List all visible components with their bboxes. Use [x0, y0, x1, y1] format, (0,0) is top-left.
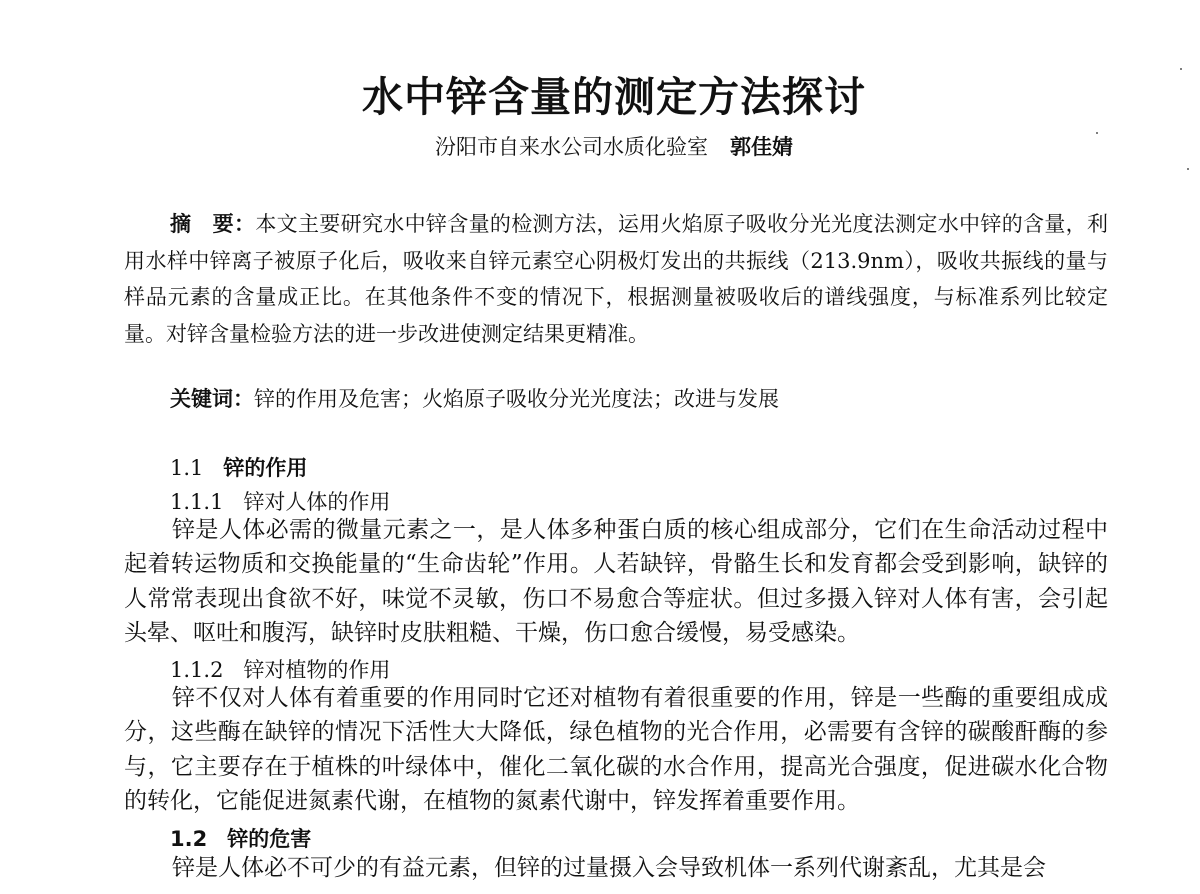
section-number: 1.1.1 — [170, 490, 224, 514]
paragraph-zinc-human: 锌是人体必需的微量元素之一，是人体多种蛋白质的核心组成部分，它们在生命活动过程中起着转运物质和交换能量的“生命齿轮”作用。人若缺锌，骨骼生长和发育都会受到影响，缺锌的人常常表现出食欲不好，味觉不灵敏，伤口不易愈合等症状。但过多摄入锌对人体有害，会引起头晕、呕吐和腹泻，缺锌时皮肤粗糙、干燥，伤口愈合缓慢，易受感染。 — [124, 517, 1108, 647]
scan-speck — [1180, 68, 1182, 70]
section-title: 锌对植物的作用 — [243, 658, 391, 682]
paragraph-zinc-hazards: 锌是人体必不可少的有益元素，但锌的过量摄入会导致机体一系列代谢紊乱，尤其是会 — [172, 855, 1046, 881]
keywords-label: 关键词： — [170, 387, 254, 411]
section-number: 1.1.2 — [170, 658, 224, 682]
abstract-text: 本文主要研究水中锌含量的检测方法，运用火焰原子吸收分光光度法测定水中锌的含量，利用水样中锌离子被原子化后，吸收来自锌元素空心阴极灯发出的共振线（213.9nm），吸收共振线的量与样品元素的含量成正比。在其他条件不变的情况下，根据测量被吸收后的谱线强度，与标准系列比较定量。对锌含量检验方法的进一步改进使测定结果更精准。 — [124, 212, 1109, 346]
paragraph-zinc-plants: 锌不仅对人体有着重要的作用同时它还对植物有着很重要的作用，锌是一些酶的重要组成成分，这些酶在缺锌的情况下活性大大降低，绿色植物的光合作用，必需要有含锌的碳酸酐酶的参与，它主要存在于植株的叶绿体中，催化二氧化碳的水合作用，提高光合强度，促进碳水化合物的转化，它能促进氮素代谢，在植物的氮素代谢中，锌发挥着重要作用。 — [124, 685, 1108, 815]
author-name: 郭佳婧 — [730, 135, 793, 159]
affiliation: 汾阳市自来水公司水质化验室 — [435, 135, 708, 159]
scan-speck — [1187, 168, 1189, 170]
author-line — [0, 131, 1200, 161]
section-title: 锌的作用 — [223, 456, 308, 480]
paper-title: 水中锌含量的测定方法探讨 — [362, 73, 866, 121]
section-number: 1.1 — [170, 456, 204, 480]
section-heading-1-2 — [170, 823, 311, 853]
section-title: 锌对人体的作用 — [243, 490, 391, 514]
section-number: 1.2 — [170, 827, 208, 851]
keywords-text: 锌的作用及危害；火焰原子吸收分光光度法；改进与发展 — [254, 387, 779, 411]
section-title: 锌的危害 — [227, 827, 312, 851]
abstract-label: 摘 要： — [170, 212, 256, 236]
keywords-line — [170, 381, 1100, 417]
section-heading-1-1-1 — [170, 486, 390, 516]
section-heading-1-1-2 — [170, 654, 390, 684]
abstract-paragraph — [124, 206, 1108, 352]
scan-speck — [1096, 132, 1098, 134]
section-heading-1-1 — [170, 452, 307, 482]
